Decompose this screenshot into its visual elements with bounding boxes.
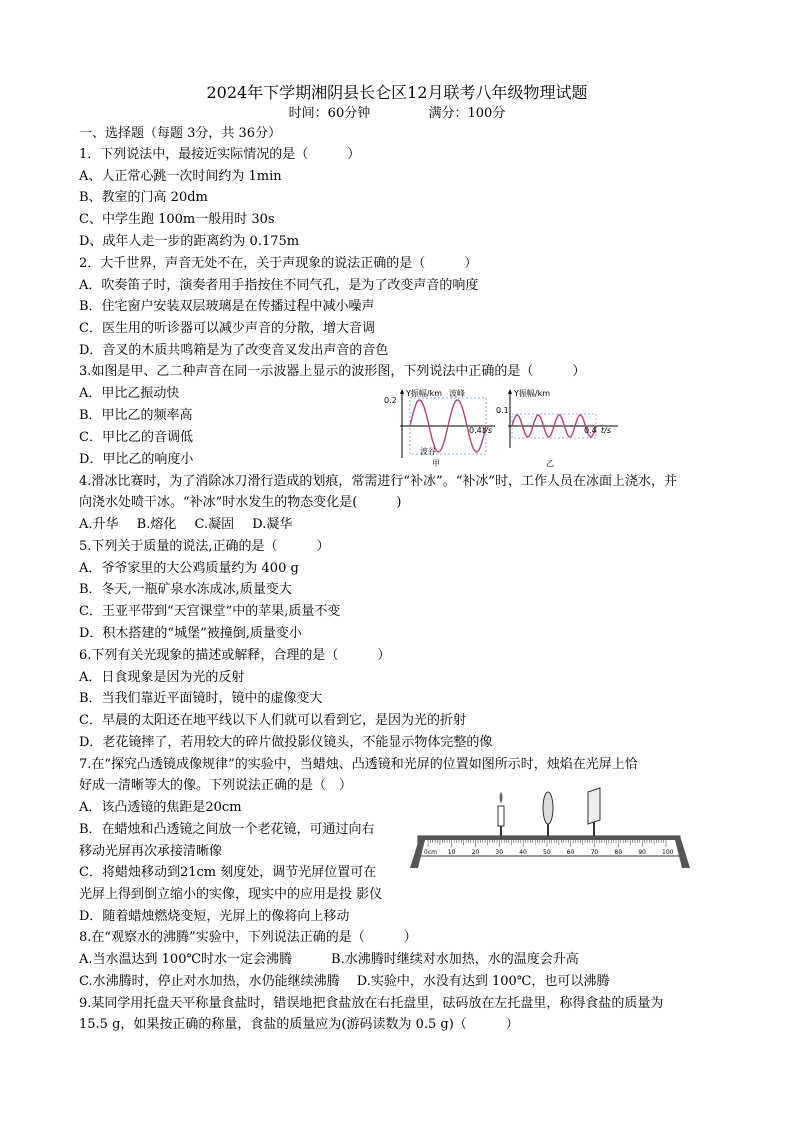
text-line: 8.在“观察水的沸腾”实验中，下列说法正确的是（ ） xyxy=(79,930,417,945)
ruler-unit: 0cm xyxy=(424,849,437,856)
waveform-b-label: 乙 xyxy=(546,459,554,468)
text-line: 4.滑冰比赛时，为了消除冰刀滑行造成的划痕，常需进行“补冰”。“补冰”时，工作人员在冰面上浇水，并 xyxy=(79,474,677,489)
waveform-b-time: 0.4 xyxy=(584,426,597,435)
text-line: A．甲比乙振动快 xyxy=(79,386,180,401)
ruler-label: 10 xyxy=(447,849,456,856)
text-line: B．冬天,一瓶矿泉水冻成冰,质量变大 xyxy=(79,582,292,597)
text-line: B．住宅窗户安装双层玻璃是在传播过程中减小噪声 xyxy=(79,299,375,314)
text-line: 9.某同学用托盘天平称量食盐时，错误地把食盐放在右托盘里，砝码放在左托盘里，称得食盐的质量为 xyxy=(79,996,664,1011)
waveform-b-ylabel: Y振幅/km xyxy=(514,389,551,398)
waveform-b-amplitude: 0.1 xyxy=(496,406,509,415)
text-line: 移动光屏再次承接清晰像 xyxy=(79,844,223,859)
ruler-label: 70 xyxy=(590,849,599,856)
ruler-label: 40 xyxy=(519,849,527,856)
waveform-a-time: 0.4 xyxy=(469,426,482,435)
text-line: B、教室的门高 20dm xyxy=(79,190,208,205)
text-line: A．该凸透镜的焦距是20cm xyxy=(79,800,242,815)
waveform-a-ylabel: Y振幅/km xyxy=(406,389,443,398)
candle xyxy=(498,792,504,836)
text-line: A．日食现象是因为光的反射 xyxy=(79,670,245,685)
text-line: 一、选择题（每题 3分，共 36分） xyxy=(79,126,282,141)
text-line: D．积木搭建的“城堡”被撞倒,质量变小 xyxy=(79,626,302,641)
text-line: D、成年人走一步的距离约为 0.175m xyxy=(79,234,300,249)
text-line: 2．大千世界，声音无处不在，关于声现象的说法正确的是（ ） xyxy=(79,256,478,271)
ruler-label: 100 xyxy=(662,849,674,856)
waveform-a xyxy=(384,388,495,468)
text-line: C、中学生跑 100m一般用时 30s xyxy=(79,212,275,227)
q4-option-c: C.凝固 xyxy=(194,517,235,532)
page-title: 2024年下学期湘阴县长仑区12月联考八年级物理试题 xyxy=(206,83,588,102)
text-line: C．甲比乙的音调低 xyxy=(79,430,193,445)
text-line: D．老花镜摔了，若用较大的碎片做投影仪镜头，不能显示物体完整的像 xyxy=(79,735,493,750)
q4-options xyxy=(79,515,306,535)
text-line: A．吹奏笛子时，演奏者用手指按住不同气孔，是为了改变声音的响度 xyxy=(79,278,479,293)
q4-option-d: D.凝华 xyxy=(252,517,293,532)
text-line: A.当水温达到 100℃时水一定会沸腾 B.水沸腾时继续对水加热，水的温度会升高 xyxy=(79,952,579,967)
waveform-a-unit: t/s xyxy=(482,426,492,435)
text-line: C．将蜡烛移动到21cm 刻度处，调节光屏位置可在 xyxy=(79,865,377,880)
ruler-label: 30 xyxy=(495,849,504,856)
text-line: D．甲比乙的响度小 xyxy=(79,452,194,467)
text-line: 向浇水处喷干冰。“补冰”时水发生的物态变化是( ) xyxy=(79,495,402,510)
text-line: B．在蜡烛和凸透镜之间放一个老花镜，可通过向右 xyxy=(79,822,375,837)
text-line: 15.5 g，如果按正确的称量，食盐的质量应为(游码读数为 0.5 g)（ ） xyxy=(79,1017,519,1032)
text-line: D．随着蜡烛燃烧变短，光屏上的像将向上移动 xyxy=(79,909,350,924)
optical-rail xyxy=(410,836,690,868)
text-line: D．音叉的木质共鸣箱是为了改变音叉发出声音的音色 xyxy=(79,343,389,358)
text-line: C．王亚平带到“天宫课堂”中的苹果,质量不变 xyxy=(79,604,341,619)
text-line: B．甲比乙的频率高 xyxy=(79,408,193,423)
text-line: 好成一清晰等大的像。下列说法正确的是（ ） xyxy=(79,778,353,793)
waveform-a-amplitude: 0.2 xyxy=(384,396,397,405)
waveform-figure xyxy=(370,386,622,470)
text-line: 7.在“探究凸透镜成像规律”的实验中，当蜡烛、凸透镜和光屏的位置如图所示时，烛焰在光屏上恰 xyxy=(79,757,638,772)
text-line: C．医生用的听诊器可以减少声音的分散，增大音调 xyxy=(79,321,375,336)
text-line: C.水沸腾时，停止对水加热，水仍能继续沸腾 D.实验中，水没有达到 100℃，也可以沸腾 xyxy=(79,974,610,989)
ruler-label: 60 xyxy=(566,849,575,856)
text-line: A、人正常心跳一次时间约为 1min xyxy=(79,169,282,184)
text-line: A．爷爷家里的大公鸡质量约为 400 g xyxy=(79,561,299,576)
ruler-label: 80 xyxy=(614,849,623,856)
text-line: 5.下列关于质量的说法,正确的是（ ） xyxy=(79,539,330,554)
waveform-a-label: 甲 xyxy=(432,459,440,468)
q4-option-a: A.升华 xyxy=(79,517,119,532)
exam-score: 满分：100分 xyxy=(428,106,506,121)
waveform-b-unit: t/s xyxy=(601,426,611,435)
text-line: C．早晨的太阳还在地平线以下人们就可以看到它，是因为光的折射 xyxy=(79,713,466,728)
waveform-b xyxy=(496,388,618,468)
ruler-label: 90 xyxy=(638,849,646,856)
text-line: 3.如图是甲、乙二种声音在同一示波器上显示的波形图，下列说法中正确的是（ ） xyxy=(79,364,586,379)
exam-time: 时间：60分钟 xyxy=(288,106,371,121)
optical-bench-figure xyxy=(404,786,694,872)
text-line: 光屏上得到倒立缩小的实像，现实中的应用是投 影仪 xyxy=(79,887,383,902)
light-screen xyxy=(588,788,600,836)
ruler-label: 20 xyxy=(471,849,480,856)
convex-lens xyxy=(543,792,553,836)
ruler-label: 50 xyxy=(543,849,551,856)
trough-label: 波谷 xyxy=(420,447,436,456)
crest-label: 波峰 xyxy=(449,389,465,398)
text-line: B．当我们靠近平面镜时，镜中的虚像变大 xyxy=(79,691,323,706)
text-line: 6.下列有关光现象的描述或解释，合理的是（ ） xyxy=(79,648,391,663)
text-line: 1．下列说法中，最接近实际情况的是（ ） xyxy=(79,147,361,162)
q4-option-b: B.熔化 xyxy=(136,517,177,532)
exam-info xyxy=(0,102,794,121)
